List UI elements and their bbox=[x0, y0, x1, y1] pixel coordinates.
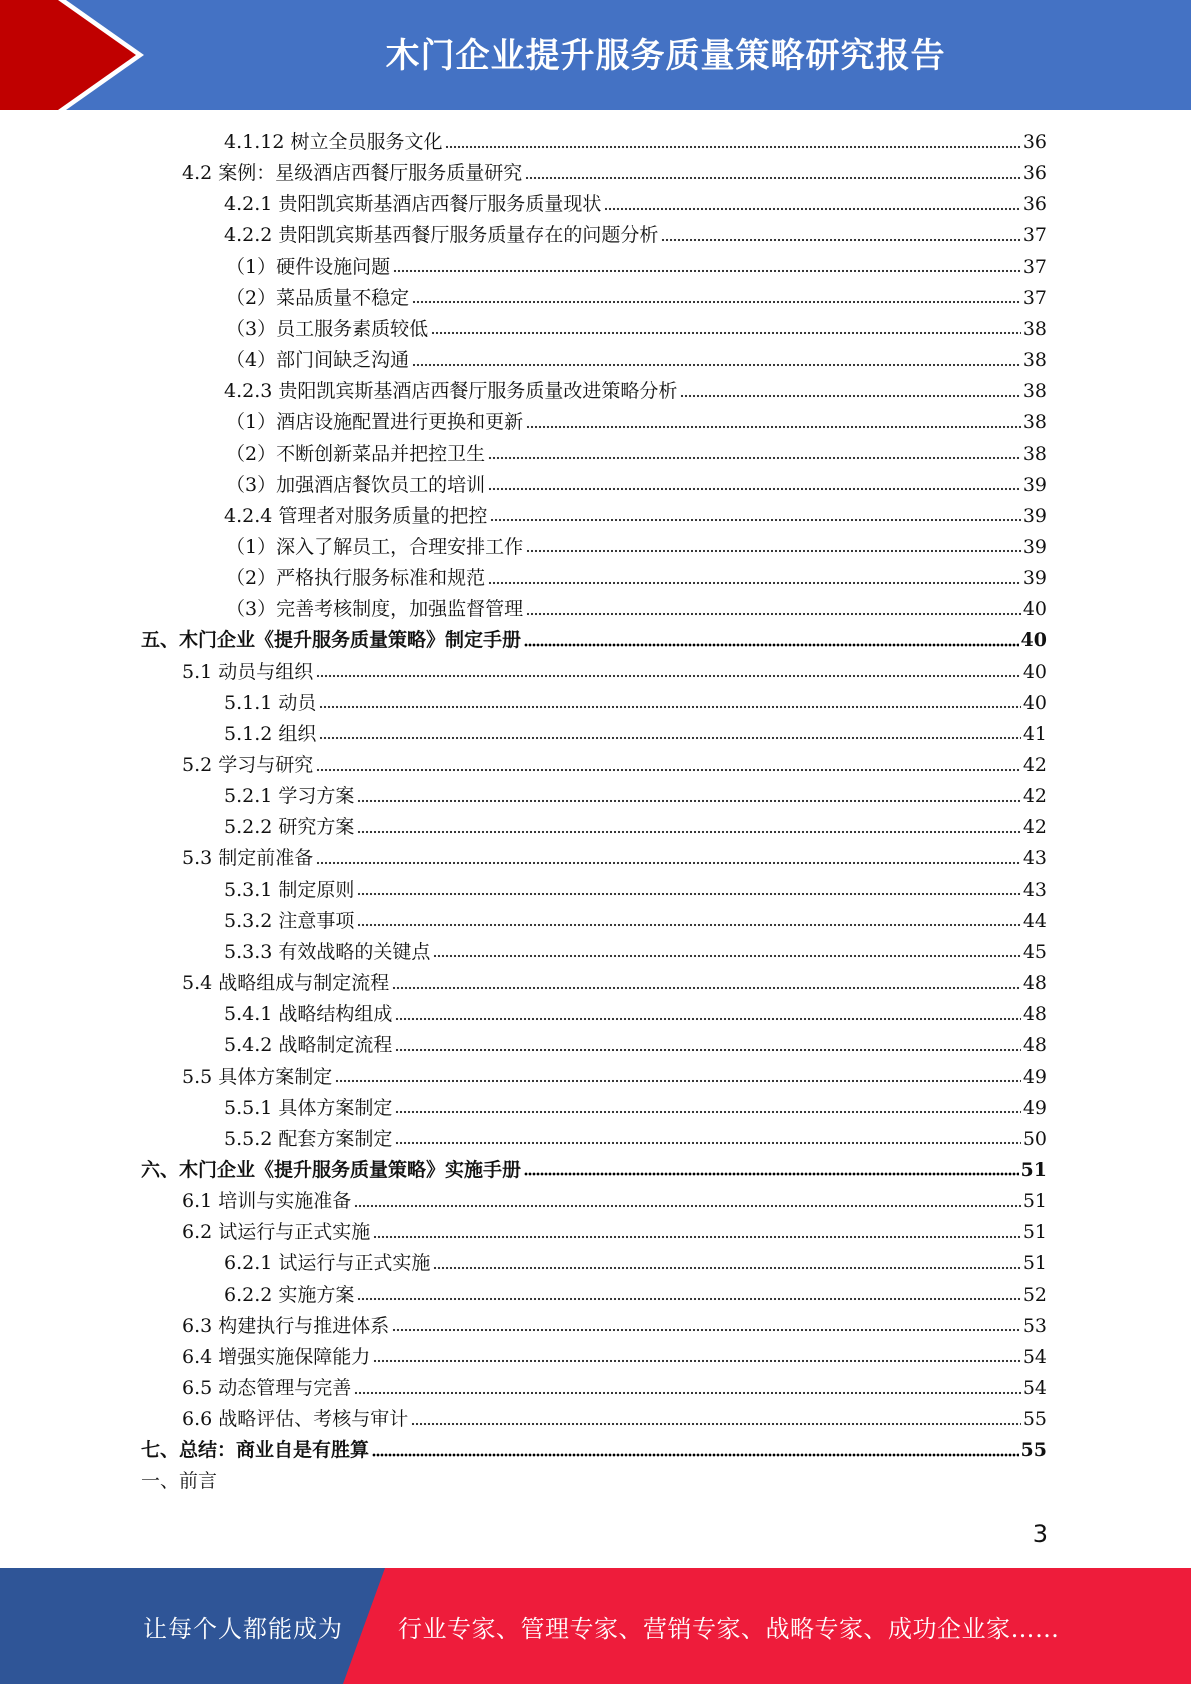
toc-dot-leader bbox=[433, 1257, 1020, 1271]
toc-entry[interactable] bbox=[141, 1155, 1047, 1186]
toc-entry[interactable] bbox=[224, 189, 1047, 220]
toc-entry[interactable] bbox=[226, 470, 1047, 501]
toc-entry-title: （1）深入了解员工，合理安排工作 bbox=[226, 535, 524, 558]
toc-dot-leader bbox=[354, 1382, 1021, 1396]
toc-dot-leader bbox=[319, 696, 1020, 710]
toc-dot-leader bbox=[357, 821, 1020, 835]
toc-entry[interactable] bbox=[224, 906, 1047, 937]
toc-entry-page: 38 bbox=[1022, 317, 1047, 340]
toc-entry[interactable] bbox=[182, 1373, 1047, 1404]
toc-entry[interactable] bbox=[182, 1342, 1047, 1373]
toc-entry-page: 50 bbox=[1022, 1127, 1047, 1150]
toc-entry-title: 6.2.2 实施方案 bbox=[224, 1283, 355, 1306]
toc-entry-page: 36 bbox=[1022, 162, 1047, 185]
toc-entry-title: 一、前言 bbox=[141, 1470, 218, 1493]
toc-dot-leader bbox=[524, 634, 1019, 648]
toc-entry[interactable] bbox=[224, 812, 1047, 843]
toc-dot-leader bbox=[445, 136, 1020, 150]
toc-entry[interactable] bbox=[226, 563, 1047, 594]
toc-entry-title: 6.2.1 试运行与正式实施 bbox=[224, 1252, 431, 1275]
toc-entry[interactable] bbox=[182, 750, 1047, 781]
toc-entry[interactable] bbox=[224, 376, 1047, 407]
toc-entry-title: （2）严格执行服务标准和规范 bbox=[226, 567, 486, 590]
toc-entry[interactable] bbox=[182, 657, 1047, 688]
toc-entry-page: 40 bbox=[1020, 629, 1047, 652]
toc-dot-leader bbox=[488, 572, 1021, 586]
toc-dot-leader bbox=[526, 416, 1021, 430]
toc-dot-leader bbox=[412, 291, 1021, 305]
toc-entry-title: 5.4.1 战略结构组成 bbox=[224, 1003, 393, 1026]
toc-entry-title: （4）部门间缺乏沟通 bbox=[226, 349, 410, 372]
footer-slogan-left: 让每个人都能成为 bbox=[143, 1614, 343, 1643]
toc-entry-page: 43 bbox=[1022, 847, 1047, 870]
page-footer bbox=[0, 1568, 1191, 1684]
toc-entry-page: 37 bbox=[1022, 224, 1047, 247]
toc-entry-page: 53 bbox=[1022, 1314, 1047, 1337]
toc-entry-title: 6.2 试运行与正式实施 bbox=[182, 1221, 371, 1244]
toc-entry[interactable] bbox=[224, 1093, 1047, 1124]
toc-entry-page: 55 bbox=[1020, 1439, 1047, 1462]
toc-dot-leader bbox=[319, 727, 1020, 741]
toc-entry-title: 4.2.3 贵阳凯宾斯基酒店西餐厅服务质量改进策略分析 bbox=[224, 380, 678, 403]
toc-entry-page: 44 bbox=[1022, 909, 1047, 932]
toc-entry-title: 六、木门企业《提升服务质量策略》实施手册 bbox=[141, 1158, 522, 1181]
toc-entry-title: 5.3.1 制定原则 bbox=[224, 878, 355, 901]
toc-entry-page: 40 bbox=[1022, 660, 1047, 683]
toc-entry-page: 48 bbox=[1022, 1034, 1047, 1057]
toc-entry[interactable] bbox=[224, 937, 1047, 968]
toc-entry[interactable] bbox=[226, 439, 1047, 470]
toc-entry-title: 6.4 增强实施保障能力 bbox=[182, 1345, 371, 1368]
toc-entry[interactable] bbox=[182, 1186, 1047, 1217]
toc-entry-page: 48 bbox=[1022, 1003, 1047, 1026]
toc-entry[interactable] bbox=[141, 1466, 217, 1497]
toc-entry[interactable] bbox=[226, 283, 1047, 314]
toc-entry-title: 5.4.2 战略制定流程 bbox=[224, 1034, 393, 1057]
toc-entry[interactable] bbox=[224, 781, 1047, 812]
toc-entry-title: 4.1.12 树立全员服务文化 bbox=[224, 131, 443, 153]
toc-entry-page: 51 bbox=[1022, 1221, 1047, 1244]
toc-entry-page: 52 bbox=[1022, 1283, 1047, 1306]
header-chevron-icon bbox=[0, 0, 160, 110]
toc-entry-page: 51 bbox=[1020, 1158, 1047, 1181]
toc-dot-leader bbox=[526, 540, 1021, 554]
document-title: 木门企业提升服务质量策略研究报告 bbox=[385, 35, 946, 76]
toc-entry-title: 5.3 制定前准备 bbox=[182, 847, 314, 870]
toc-dot-leader bbox=[357, 790, 1020, 804]
toc-dot-leader bbox=[411, 1413, 1021, 1427]
toc-entry-page: 49 bbox=[1022, 1065, 1047, 1088]
toc-dot-leader bbox=[395, 1039, 1020, 1053]
toc-entry-title: 五、木门企业《提升服务质量策略》制定手册 bbox=[141, 629, 522, 652]
toc-entry[interactable] bbox=[226, 532, 1047, 563]
toc-entry-page: 39 bbox=[1022, 535, 1047, 558]
footer-slogan-right: 行业专家、管理专家、营销专家、战略专家、成功企业家…… bbox=[398, 1614, 1060, 1643]
toc-dot-leader bbox=[393, 260, 1021, 274]
toc-entry-page: 42 bbox=[1022, 754, 1047, 776]
toc-entry-title: 5.4 战略组成与制定流程 bbox=[182, 972, 390, 995]
toc-entry[interactable] bbox=[224, 501, 1047, 532]
toc-entry[interactable] bbox=[224, 719, 1047, 750]
toc-entry[interactable] bbox=[182, 158, 1047, 189]
toc-entry[interactable] bbox=[226, 594, 1047, 625]
toc-dot-leader bbox=[433, 945, 1020, 959]
toc-entry-page: 45 bbox=[1022, 940, 1047, 963]
toc-entry[interactable] bbox=[224, 1124, 1047, 1155]
toc-entry-title: （3）员工服务素质较低 bbox=[226, 317, 429, 340]
toc-entry-title: 5.1.2 组织 bbox=[224, 722, 317, 745]
toc-dot-leader bbox=[392, 1319, 1021, 1333]
toc-entry[interactable] bbox=[224, 1030, 1047, 1061]
toc-entry[interactable] bbox=[224, 220, 1047, 251]
toc-entry-title: 6.5 动态管理与完善 bbox=[182, 1377, 352, 1399]
toc-dot-leader bbox=[357, 883, 1020, 897]
toc-dot-leader bbox=[357, 1288, 1020, 1302]
toc-dot-leader bbox=[316, 852, 1021, 866]
toc-entry-title: 5.1.1 动员 bbox=[224, 691, 317, 714]
toc-entry-page: 38 bbox=[1022, 380, 1047, 403]
toc-dot-leader bbox=[316, 665, 1021, 679]
toc-dot-leader bbox=[316, 759, 1021, 773]
toc-entry-page: 41 bbox=[1022, 722, 1047, 745]
toc-entry-title: 5.2 学习与研究 bbox=[182, 754, 314, 776]
toc-entry[interactable] bbox=[141, 1435, 1047, 1466]
toc-entry[interactable] bbox=[224, 127, 1047, 158]
toc-dot-leader bbox=[373, 1350, 1021, 1364]
toc-entry-title: 6.3 构建执行与推进体系 bbox=[182, 1314, 390, 1337]
toc-entry[interactable] bbox=[224, 875, 1047, 906]
toc-entry-page: 43 bbox=[1022, 878, 1047, 901]
toc-entry-page: 48 bbox=[1022, 972, 1047, 995]
toc-entry[interactable] bbox=[182, 968, 1047, 999]
toc-entry-page: 42 bbox=[1022, 785, 1047, 808]
toc-dot-leader bbox=[488, 447, 1021, 461]
toc-entry-title: （1）酒店设施配置进行更换和更新 bbox=[226, 411, 524, 434]
toc-dot-leader bbox=[395, 1132, 1020, 1146]
toc-entry[interactable] bbox=[182, 1404, 1047, 1435]
toc-dot-leader bbox=[395, 1101, 1020, 1115]
toc-entry[interactable] bbox=[182, 1217, 1047, 1248]
toc-dot-leader bbox=[431, 322, 1021, 336]
toc-entry-page: 39 bbox=[1022, 504, 1047, 527]
toc-entry-title: 4.2.2 贵阳凯宾斯基西餐厅服务质量存在的问题分析 bbox=[224, 224, 659, 247]
toc-entry-page: 37 bbox=[1022, 255, 1047, 278]
toc-entry-title: 5.3.3 有效战略的关键点 bbox=[224, 940, 431, 963]
toc-entry[interactable] bbox=[224, 1280, 1047, 1311]
toc-dot-leader bbox=[335, 1070, 1021, 1084]
toc-entry-page: 36 bbox=[1022, 193, 1047, 216]
toc-entry-page: 54 bbox=[1022, 1377, 1047, 1399]
page-header bbox=[0, 0, 1191, 110]
toc-dot-leader bbox=[395, 1008, 1020, 1022]
toc-dot-leader bbox=[412, 354, 1021, 368]
toc-entry-page: 55 bbox=[1022, 1408, 1047, 1431]
toc-dot-leader bbox=[525, 167, 1021, 181]
toc-entry-title: 5.5.1 具体方案制定 bbox=[224, 1096, 393, 1119]
toc-dot-leader bbox=[604, 198, 1020, 212]
toc-entry-page: 39 bbox=[1022, 567, 1047, 590]
toc-dot-leader bbox=[354, 1195, 1021, 1209]
toc-entry-title: 4.2.4 管理者对服务质量的把控 bbox=[224, 504, 488, 527]
toc-entry-page: 38 bbox=[1022, 349, 1047, 372]
toc-entry-title: 5.5.2 配套方案制定 bbox=[224, 1127, 393, 1150]
toc-entry[interactable] bbox=[141, 625, 1047, 656]
page-number: 3 bbox=[1032, 1520, 1048, 1548]
toc-entry-title: （2）不断创新菜品并把控卫生 bbox=[226, 442, 486, 465]
toc-entry-page: 38 bbox=[1022, 442, 1047, 465]
toc-entry-title: （3）完善考核制度，加强监督管理 bbox=[226, 598, 524, 621]
toc-entry[interactable] bbox=[224, 1248, 1047, 1279]
toc-dot-leader bbox=[680, 385, 1020, 399]
toc-entry-title: 5.5 具体方案制定 bbox=[182, 1065, 333, 1088]
toc-dot-leader bbox=[392, 977, 1021, 991]
toc-entry[interactable] bbox=[224, 999, 1047, 1030]
toc-entry[interactable] bbox=[226, 407, 1047, 438]
toc-entry-page: 51 bbox=[1022, 1252, 1047, 1275]
toc-dot-leader bbox=[488, 478, 1021, 492]
toc-entry-page: 54 bbox=[1022, 1345, 1047, 1368]
toc-entry-page: 49 bbox=[1022, 1096, 1047, 1119]
toc-entry[interactable] bbox=[182, 1311, 1047, 1342]
toc-entry-page: 38 bbox=[1022, 411, 1047, 434]
toc-entry-page: 36 bbox=[1022, 131, 1047, 153]
toc-dot-leader bbox=[373, 1226, 1021, 1240]
toc-entry-title: （3）加强酒店餐饮员工的培训 bbox=[226, 473, 486, 496]
toc-entry-title: 6.6 战略评估、考核与审计 bbox=[182, 1408, 409, 1431]
toc-entry-title: 5.2.1 学习方案 bbox=[224, 785, 355, 808]
toc-entry[interactable] bbox=[226, 314, 1047, 345]
toc-entry-page: 37 bbox=[1022, 286, 1047, 309]
toc-entry[interactable] bbox=[182, 1062, 1047, 1093]
toc-entry-title: 6.1 培训与实施准备 bbox=[182, 1190, 352, 1213]
toc-entry[interactable] bbox=[226, 345, 1047, 376]
toc-entry[interactable] bbox=[224, 688, 1047, 719]
toc-entry-page: 39 bbox=[1022, 473, 1047, 496]
toc-entry-page: 51 bbox=[1022, 1190, 1047, 1213]
toc-dot-leader bbox=[661, 229, 1020, 243]
toc-entry-title: 4.2 案例：星级酒店西餐厅服务质量研究 bbox=[182, 162, 523, 185]
toc-dot-leader bbox=[524, 1163, 1019, 1177]
toc-entry-title: 5.1 动员与组织 bbox=[182, 660, 314, 683]
toc-entry-page: 42 bbox=[1022, 816, 1047, 839]
toc-dot-leader bbox=[490, 509, 1020, 523]
toc-dot-leader bbox=[372, 1444, 1019, 1458]
toc-entry[interactable] bbox=[226, 252, 1047, 283]
toc-entry[interactable] bbox=[182, 843, 1047, 874]
toc-entry-title: 4.2.1 贵阳凯宾斯基酒店西餐厅服务质量现状 bbox=[224, 193, 602, 216]
toc-entry-title: 5.3.2 注意事项 bbox=[224, 909, 355, 932]
toc-entry-page: 40 bbox=[1022, 691, 1047, 714]
toc-entry-title: （2）菜品质量不稳定 bbox=[226, 286, 410, 309]
toc-dot-leader bbox=[357, 914, 1020, 928]
toc-entry-title: 5.2.2 研究方案 bbox=[224, 816, 355, 839]
toc-entry-title: 七、总结：商业自是有胜算 bbox=[141, 1439, 370, 1462]
toc-dot-leader bbox=[526, 603, 1021, 617]
toc-entry-title: （1）硬件设施问题 bbox=[226, 255, 391, 278]
toc-entry-page: 40 bbox=[1022, 598, 1047, 621]
